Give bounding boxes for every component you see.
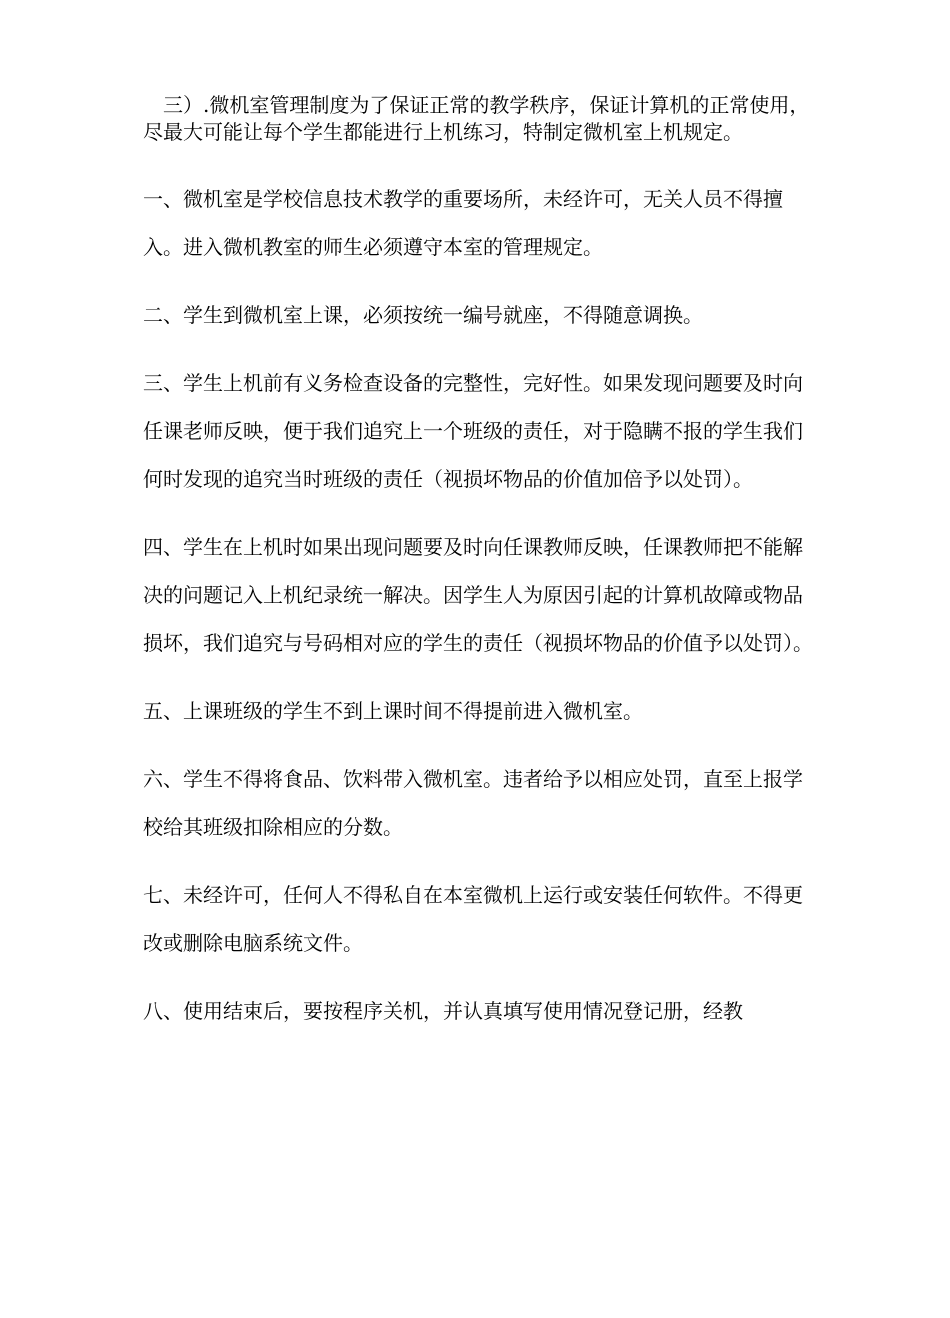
rule-6-paragraph: 六、学生不得将食品、饮料带入微机室。违者给予以相应处罚，直至上报学校给其班级扣除相应的分数。	[143, 767, 803, 839]
rule-8-paragraph: 八、使用结束后，要按程序关机，并认真填写使用情况登记册，经教	[143, 999, 743, 1023]
rule-3-paragraph: 三、学生上机前有义务检查设备的完整性，完好性。如果发现问题要及时向任课老师反映，便于我们追究上一个班级的责任，对于隐瞒不报的学生我们何时发现的追究当时班级的责任（视损坏物品的价值加倍予以处罚）。	[143, 371, 803, 491]
rule-7-paragraph: 七、未经许可，任何人不得私自在本室微机上运行或安装任何软件。不得更改或删除电脑系统文件。	[143, 883, 803, 955]
intro-paragraph: 三）.微机室管理制度为了保证正常的教学秩序，保证计算机的正常使用，尽最大可能让每个学生都能进行上机练习，特制定微机室上机规定。	[143, 93, 810, 144]
rule-2-paragraph: 二、学生到微机室上课，必须按统一编号就座，不得随意调换。	[143, 303, 703, 327]
rule-4-paragraph: 四、学生在上机时如果出现问题要及时向任课教师反映，任课教师把不能解决的问题记入上机纪录统一解决。因学生人为原因引起的计算机故障或物品损坏，我们追究与号码相对应的学生的责任（视损坏物品的价值予以处罚）。	[143, 535, 813, 655]
rule-5-paragraph: 五、上课班级的学生不到上课时间不得提前进入微机室。	[143, 699, 643, 723]
rule-1-paragraph: 一、微机室是学校信息技术教学的重要场所，未经许可，无关人员不得擅入。进入微机教室的师生必须遵守本室的管理规定。	[143, 187, 783, 259]
document-body	[143, 92, 813, 1035]
